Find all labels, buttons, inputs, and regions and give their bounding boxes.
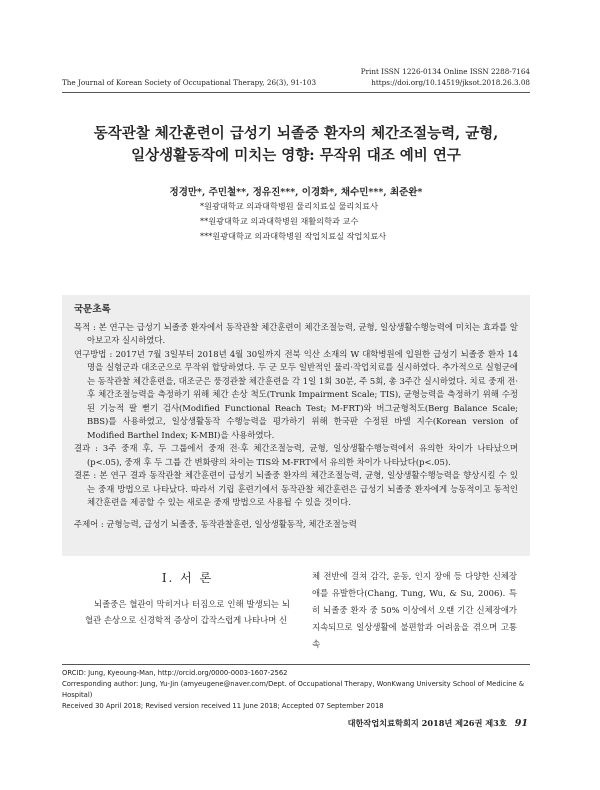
section-title-introduction: Ⅰ. 서 론 [161, 571, 214, 585]
abstract-box [62, 295, 530, 556]
abstract-results: 결과 : 3주 중재 후, 두 그룹에서 중재 전·후 체간조절능력, 균형, 일상생활수행능력에서 유의한 차이가 나타났으며(p<.05), 중재 후 두 그룹 간 변화량의 차이는 TIS와 M-FRT에서 유의한 차이가 나타났다(p<.05). [74, 443, 518, 467]
journal-citation: The Journal of Korean Society of Occupational Therapy, 26(3), 91-103 [62, 78, 317, 87]
affiliations [200, 199, 460, 244]
correspondence-note: Corresponding author: Jung, Yu-Jin (amyeugene@naver.com/Dept. of Occupational Therapy, WonKwang University School of Medicine & Hospital) [62, 680, 525, 699]
page-number: 91 [514, 718, 528, 729]
running-header [62, 66, 530, 88]
affiliation-2: **원광대학교 의과대학병원 재활의학과 교수 [200, 216, 359, 226]
body-left-column [85, 570, 290, 628]
doi-link[interactable]: https://doi.org/10.14519/jksot.2018.26.3.08 [371, 78, 530, 87]
page-footer [348, 718, 528, 729]
abstract-heading: 국문초록 [74, 304, 111, 315]
article-title [62, 123, 530, 167]
body-right-column: 체 전반에 걸쳐 감각, 운동, 인지 장애 등 다양한 신체장애를 유발한다(Chang, Tung, Wu, & Su, 2006). 특히 뇌졸중 환자 중 50% 이상에서 오랜 기간 신체장애가 지속되므로 일상생활에 불편함과 어려움을 겪으며 고통 속 [312, 571, 517, 649]
dates-note: Received 30 April 2018; Revised version received 11 June 2018; Accepted 07 September 2018 [62, 702, 384, 710]
title-line-2: 일상생활동작에 미치는 영향: 무작위 대조 예비 연구 [131, 147, 461, 164]
header-rule [62, 92, 530, 93]
title-line-1: 동작관찰 체간훈련이 급성기 뇌졸중 환자의 체간조절능력, 균형, [93, 125, 499, 142]
intro-paragraph-start: 뇌졸중은 혈관이 막히거나 터짐으로 인해 발생되는 뇌혈관 손상으로 신경학적 증상이 갑작스럽게 나타나며 신 [85, 599, 290, 625]
footnote-rule [62, 664, 530, 665]
orcid-note: ORCID: Jung, Kyeoung-Man, http://orcid.org/0000-0003-1607-2562 [62, 669, 288, 677]
footnotes [62, 668, 530, 712]
abstract-conclusion: 결론 : 본 연구 결과 동작관찰 체간훈련이 급성기 뇌졸중 환자의 체간조절능력, 균형, 일상생활수행능력을 향상시킬 수 있는 중재 방법으로 나타났다. 따라서 기립 훈련기에서 동작관찰 체간훈련은 급성기 뇌졸중 환자에게 능동적이고 동적인 체간훈련을 제공할 수 있는 새로운 중재 방법으로 사용될 수 있을 것이다. [74, 470, 518, 507]
affiliation-1: *원광대학교 의과대학병원 물리치료실 물리치료사 [200, 201, 378, 211]
author-list: 정경만*, 주민철**, 정유진***, 이경화*, 채수민***, 최준완* [169, 187, 423, 198]
keywords: 주제어 : 균형능력, 급성기 뇌졸중, 동작관찰훈련, 일상생활동작, 체간조절능력 [74, 518, 357, 529]
abstract-purpose: 목적 : 본 연구는 급성기 뇌졸중 환자에서 동작관찰 체간훈련이 체간조절능력, 균형, 일상생활수행능력에 미치는 효과를 알아보고자 실시하였다. [74, 321, 518, 345]
affiliation-3: ***원광대학교 의과대학병원 작업치료실 작업치료사 [200, 231, 387, 241]
footer-journal: 대한작업치료학회지 2018년 제26권 제3호 [347, 718, 507, 728]
abstract-methods: 연구방법 : 2017년 7월 3일부터 2018년 4월 30일까지 전북 익산 소재의 W 대학병원에 입원한 급성기 뇌졸중 환자 14명을 실험군과 대조군으로 무작위 할당하였다. 두 군 모두 일반적인 물리·작업치료를 실시하였다. 추가적으로 실험군에는 동작관찰 체간훈련을, 대조군은 풍경관찰 체간훈련을 각 1일 1회 30분, 주 5회, 총 3주간 실시하였다. 치료 중재 전·후 체간조절능력을 측정하기 위해 체간 손상 척도(Trunk Impairment Scale; TIS), 균형능력을 측정하기 위해 수정된 기능적 팔 뻗기 검사(Modified Functional Reach Test; M-FRT)와 버그균형척도(Berg Balance Scale; BBS)를 사용하였고, 일상생활동작 수행능력을 평가하기 위해 한국판 수정된 바델 지수(Korean version of Modified Barthel Index; K-MBI)을 사용하였다. [74, 348, 518, 440]
issn-line: Print ISSN 1226-0134 Online ISSN 2288-7164 [360, 67, 530, 76]
